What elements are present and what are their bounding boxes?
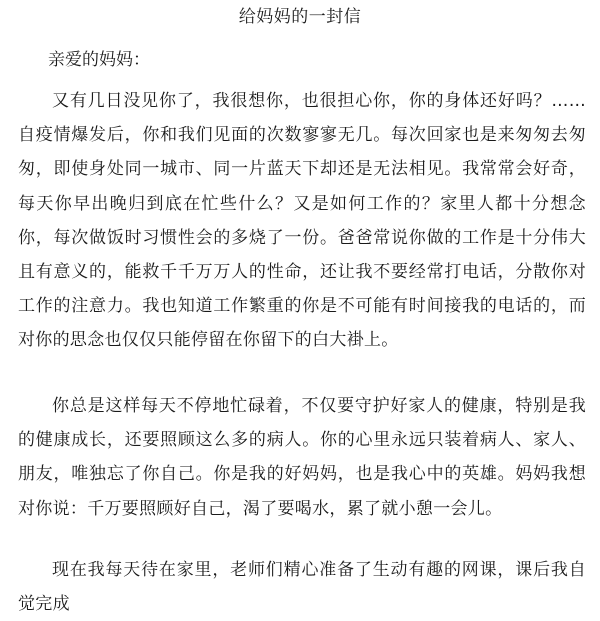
letter-salutation: 亲爱的妈妈： <box>48 50 150 70</box>
letter-title: 给妈妈的一封信 <box>238 7 362 27</box>
letter-paragraph-1: 又有几日没见你了，我很想你，也很担心你，你的身体还好吗？……自疫情爆发后，你和我们见面的次数寥寥无几。每次回家也是来匆匆去匆匆，即使身处同一城市、同一片蓝天下却还是无法相见。我常常会好奇，每天你早出晚归到底在忙些什么？又是如何工作的？家里人都十分想念你，每次做饭时习惯性会的多烧了一份。爸爸常说你做的工作是十分伟大且有意义的，能救千千万万人的性命，还让我不要经常打电话，分散你对工作的注意力。我也知道工作繁重的你是不可能有时间接我的电话的，而对你的思念也仅仅只能停留在你留下的白大褂上。 <box>18 91 586 351</box>
letter-paragraph-2: 你总是这样每天不停地忙碌着，不仅要守护好家人的健康，特别是我的健康成长，还要照顾这么多的病人。你的心里永远只装着病人、家人、朋友，唯独忘了你自己。你是我的好妈妈，也是我心中的英雄。妈妈我想对你说：千万要照顾好自己，渴了要喝水，累了就小憩一会儿。 <box>18 396 586 519</box>
letter-paragraph-3: 现在我每天待在家里，老师们精心准备了生动有趣的网课，课后我自觉完成 <box>18 560 586 615</box>
